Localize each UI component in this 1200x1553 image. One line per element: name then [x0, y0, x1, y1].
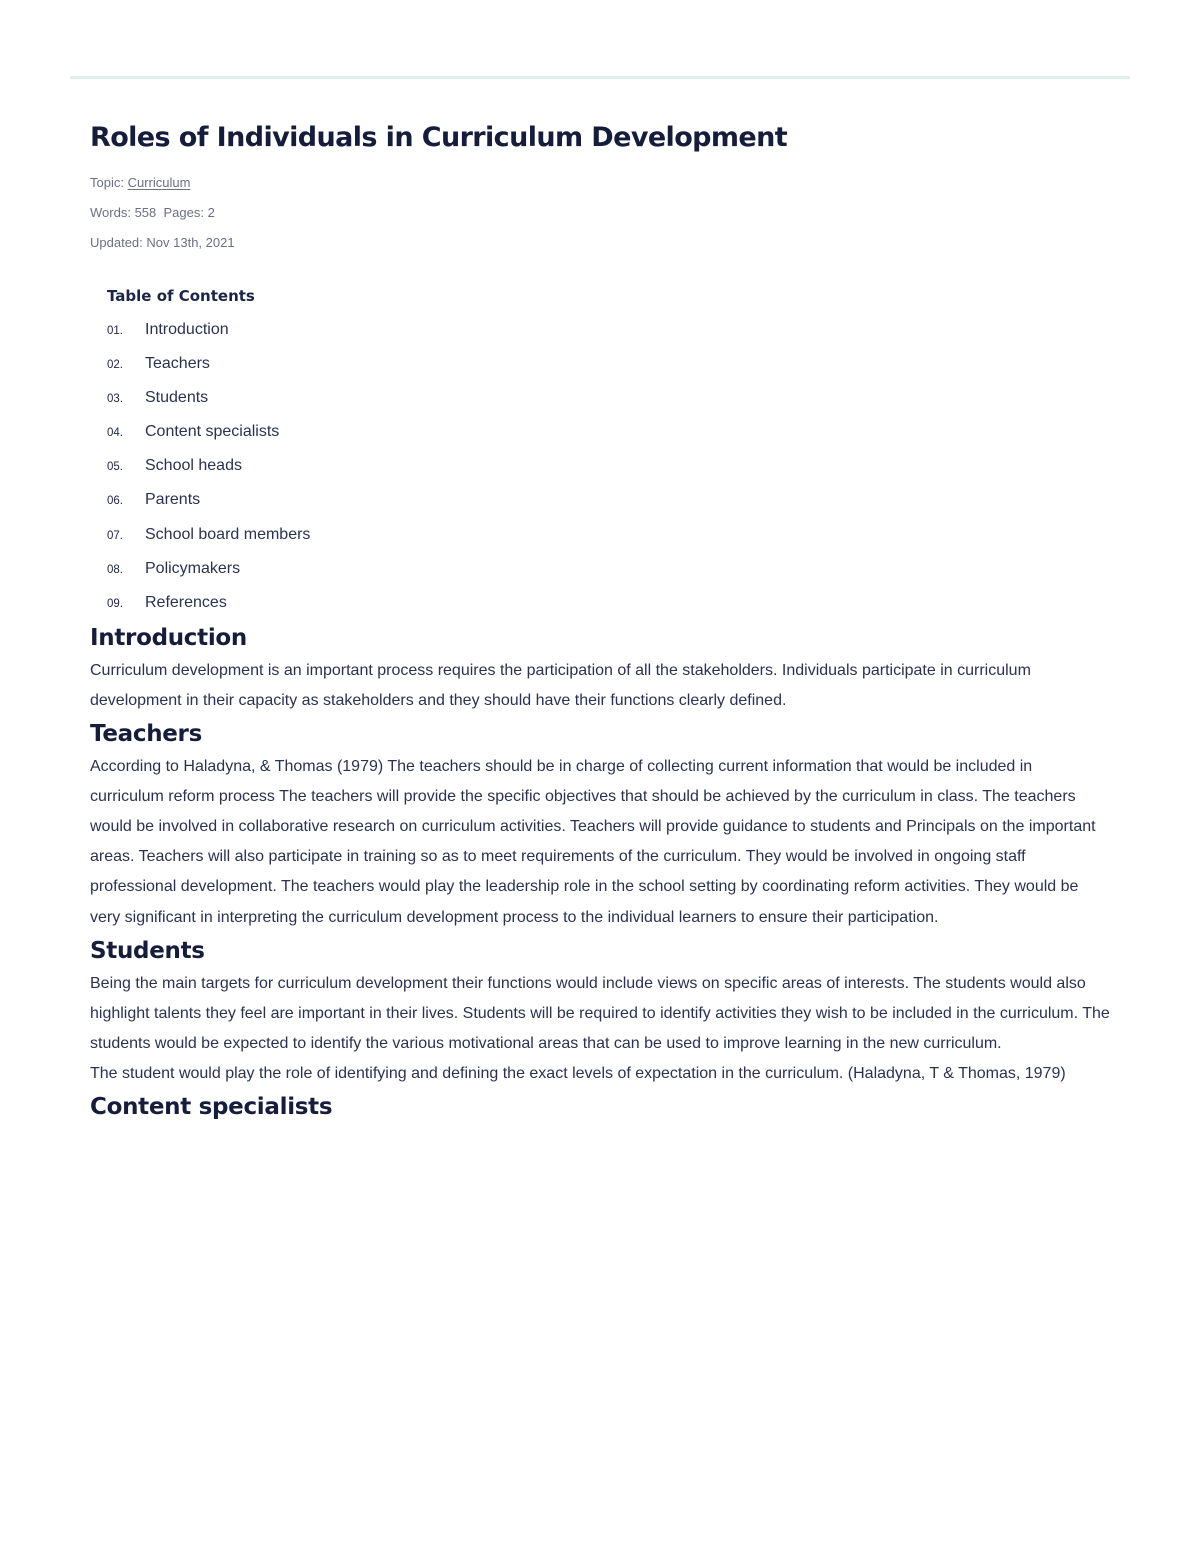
section-introduction	[90, 620, 1110, 716]
section-heading: Teachers	[90, 721, 202, 748]
toc-link-introduction[interactable]: Introduction	[145, 321, 229, 338]
section-heading: Students	[90, 937, 205, 964]
toc-number: 08.	[107, 563, 123, 576]
page-title: Roles of Individuals in Curriculum Development	[90, 122, 788, 153]
toc-link-content-specialists[interactable]: Content specialists	[145, 423, 280, 441]
toc-item-policymakers	[107, 552, 1110, 586]
toc-item-references	[107, 586, 1110, 620]
topic-label: Topic:	[90, 175, 124, 190]
pages-count: 2	[207, 205, 215, 220]
toc-item-content-specialists	[107, 415, 1110, 449]
toc-number: 07.	[107, 529, 123, 542]
toc-item-school-heads	[107, 449, 1110, 483]
toc-item-school-board-members	[107, 518, 1110, 552]
paragraph: According to Haladyna, & Thomas (1979) The teachers should be in charge of collecting current information that would be included in curriculum reform process The teachers will provide the specific objectives that should be achieved by the curriculum in class. The teachers would be involved in collaborative research on curriculum activities. Teachers will provide guidance to students and Principals on the important areas. Teachers will also participate in training so as to meet requirements of the curriculum. They would be involved in ongoing staff professional development. The teachers would play the leadership role in the school setting by coordinating reform activities. They would be very significant in interpreting the curriculum development process to the individual learners to ensure their participation.	[90, 758, 1096, 926]
toc-item-introduction	[107, 313, 1110, 347]
toc-item-parents	[107, 483, 1110, 517]
toc-link-students[interactable]: Students	[145, 389, 209, 407]
toc-title: Table of Contents	[107, 287, 255, 305]
words-count: 558	[134, 205, 157, 220]
toc-link-parents[interactable]: Parents	[145, 491, 201, 509]
section-students	[90, 933, 1110, 1089]
header-divider	[70, 76, 1130, 79]
paragraph: The student would play the role of identifying and defining the exact levels of expectation in the curriculum. (Haladyna, T & Thomas, 1979)	[90, 1064, 1066, 1082]
toc-link-references[interactable]: References	[145, 593, 227, 611]
topic-line	[90, 168, 1110, 198]
toc-number: 09.	[107, 597, 123, 610]
updated-line	[90, 228, 1110, 258]
section-heading: Introduction	[90, 624, 247, 651]
updated-date: Nov 13th, 2021	[146, 235, 235, 250]
toc-item-students	[107, 381, 1110, 415]
table-of-contents	[107, 284, 1110, 620]
updated-label: Updated:	[90, 235, 143, 250]
toc-number: 03.	[107, 393, 123, 406]
pages-label: Pages:	[163, 205, 204, 220]
toc-number: 01.	[107, 325, 123, 337]
paragraph: Being the main targets for curriculum development their functions would include views on specific areas of interests. The students would also highlight talents they feel are important in their lives. Students will be required to identify activities they wish to be included in the curriculum. The students would be expected to identify the various motivational areas that can be used to improve learning in the new curriculum.	[90, 974, 1110, 1052]
toc-number: 04.	[107, 427, 123, 440]
toc-item-teachers	[107, 347, 1110, 381]
document-body	[90, 118, 1110, 1125]
toc-link-school-heads[interactable]: School heads	[145, 457, 242, 475]
section-teachers	[90, 716, 1110, 933]
stats-line	[90, 198, 1110, 228]
paragraph: Curriculum development is an important process requires the participation of all the stakeholders. Individuals participate in curriculum development in their capacity as stakeholders and they should have their functions clearly defined.	[90, 661, 1031, 709]
toc-number: 05.	[107, 461, 123, 474]
toc-number: 06.	[107, 495, 123, 508]
section-heading: Content specialists	[90, 1093, 333, 1120]
toc-link-policymakers[interactable]: Policymakers	[145, 559, 241, 577]
topic-link[interactable]: Curriculum	[127, 175, 191, 190]
toc-link-school-board-members[interactable]: School board members	[145, 525, 311, 543]
words-label: Words:	[90, 205, 131, 220]
section-content-specialists	[90, 1089, 1110, 1125]
toc-number: 02.	[107, 359, 123, 372]
toc-link-teachers[interactable]: Teachers	[145, 355, 210, 373]
